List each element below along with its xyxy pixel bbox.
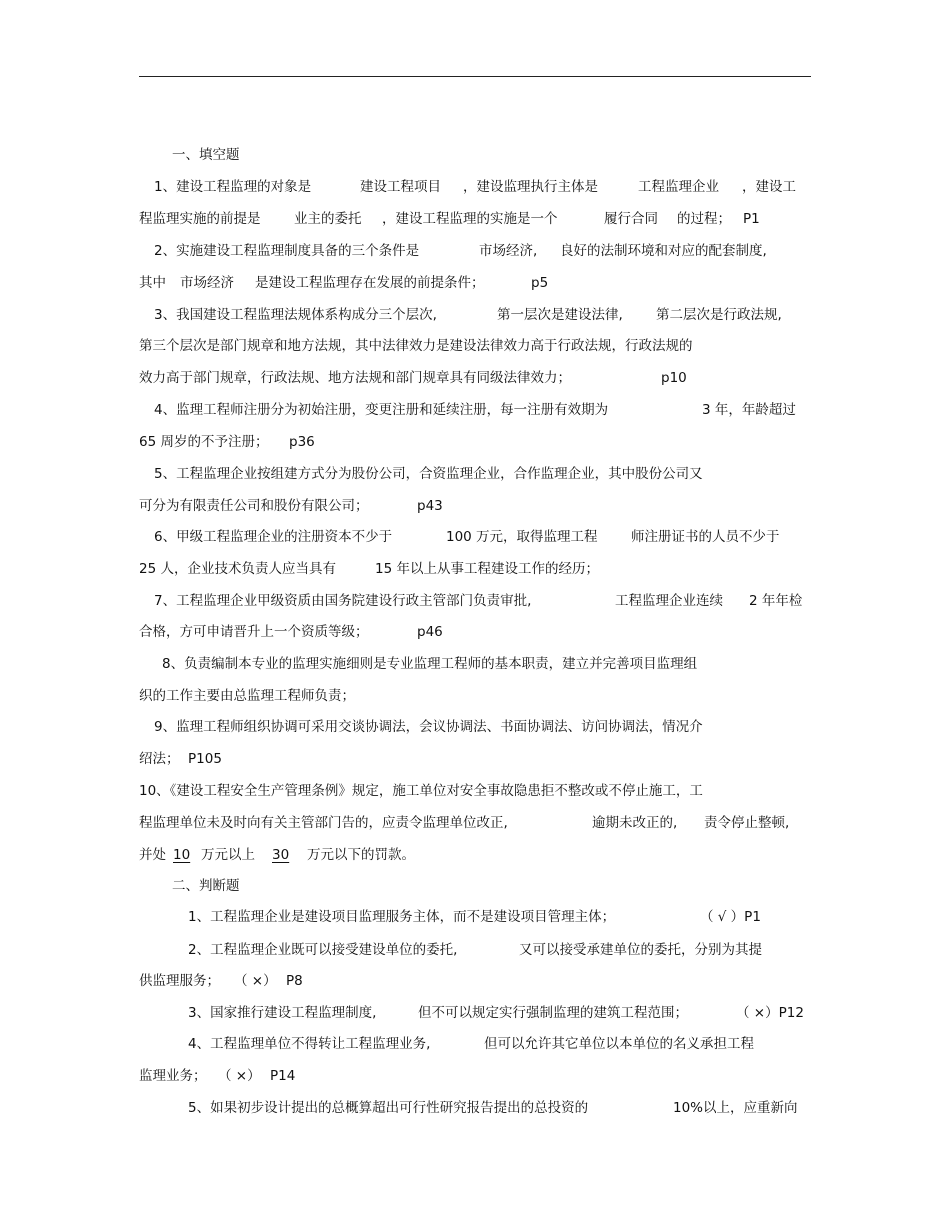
q3-answer: 第一层次是建设法律, xyxy=(497,307,623,323)
q2-answer: 市场经济, xyxy=(479,243,538,259)
q10-answer-min-fine: 10 xyxy=(173,847,191,863)
q4-answer: 3 年，年龄超过 xyxy=(702,402,796,418)
page-ref: P14 xyxy=(270,1068,296,1084)
q10-text: 程监理单位未及时向有关主管部门告的，应责令监理单位改正, xyxy=(139,815,508,831)
j4-text: 4、工程监理单位不得转让工程监理业务, xyxy=(188,1036,431,1052)
q6-answer: 100 万元，取得监理工程 xyxy=(446,529,598,545)
j2-answer: （ ×） xyxy=(234,973,277,989)
j5-text: 10%以上，应重新向 xyxy=(673,1100,798,1116)
q1-text: 程监理实施的前提是 xyxy=(139,211,261,227)
j3-text: 3、国家推行建设工程监理制度, xyxy=(188,1005,377,1021)
j5-text: 5、如果初步设计提出的总概算超出可行性研究报告提出的总投资的 xyxy=(188,1100,589,1116)
q1-text: 的过程； xyxy=(677,211,731,227)
q3-text: 效力高于部门规章，行政法规、地方法规和部门规章具有同级法律效力； xyxy=(139,370,571,386)
q5-text: 可分为有限责任公司和股份有限公司； xyxy=(139,498,369,514)
q1-answer-subject: 工程监理企业 xyxy=(638,179,719,195)
q9-text: 9、监理工程师组织协调可采用交谈协调法，会议协调法、书面协调法、访问协调法，情况介 xyxy=(154,719,703,735)
q1-text: 1、建设工程监理的对象是 xyxy=(154,179,312,195)
q6-text: 15 年以上从事工程建设工作的经历； xyxy=(375,561,599,577)
q7-text: 工程监理企业连续 xyxy=(615,593,723,609)
q10-text: 逾期未改正的, xyxy=(592,815,678,831)
q1-answer-object: 建设工程项目 xyxy=(360,179,441,195)
q7-text: 合格，方可申请晋升上一个资质等级； xyxy=(139,624,369,640)
page-ref: p36 xyxy=(289,434,315,450)
j4-text: 但可以允许其它单位以本单位的名义承担工程 xyxy=(484,1036,754,1052)
page-ref: P105 xyxy=(188,751,222,767)
j4-answer: （ ×） xyxy=(218,1068,261,1084)
q6-text: 师注册证书的人员不少于 xyxy=(631,529,780,545)
q3-text: 第三个层次是部门规章和地方法规，其中法律效力是建设法律效力高于行政法规，行政法规的 xyxy=(139,338,693,354)
j2-text: 又可以接受承建单位的委托，分别为其提 xyxy=(519,942,762,958)
q5-text: 5、工程监理企业按组建方式分为股份公司，合资监理企业，合作监理企业，其中股份公司又 xyxy=(154,466,703,482)
q10-text: 万元以上 xyxy=(201,847,255,863)
q1-answer-process: 履行合同 xyxy=(604,211,658,227)
page-ref: p46 xyxy=(417,624,443,640)
page-ref: p10 xyxy=(661,370,687,386)
page-ref: p5 xyxy=(531,275,549,291)
header-rule xyxy=(139,76,811,77)
q2-text: 其中 xyxy=(139,275,166,291)
page-ref: P8 xyxy=(286,973,303,989)
section-heading-true-false: 二、判断题 xyxy=(172,878,240,894)
q4-text: 4、监理工程师注册分为初始注册，变更注册和延续注册，每一注册有效期为 xyxy=(154,402,609,418)
q3-text: 3、我国建设工程监理法规体系构成分三个层次, xyxy=(154,307,437,323)
q10-text: 10、《建设工程安全生产管理条例》规定，施工单位对安全事故隐患拒不整改或不停止施工，工 xyxy=(139,783,703,799)
q10-text: 万元以下的罚款。 xyxy=(307,847,415,863)
page-ref: P1 xyxy=(743,211,760,227)
q2-text: 是建设工程监理存在发展的前提条件； xyxy=(255,275,485,291)
q7-text: 7、工程监理企业甲级资质由国务院建设行政主管部门负责审批, xyxy=(154,593,532,609)
q8-text: 8、负责编制本专业的监理实施细则是专业监理工程师的基本职责，建立并完善项目监理组 xyxy=(162,656,698,672)
j1-text: 1、工程监理企业是建设项目监理服务主体，而不是建设项目管理主体； xyxy=(188,909,616,925)
j3-text: 但不可以规定实行强制监理的建筑工程范围； xyxy=(418,1005,688,1021)
q1-answer-premise: 业主的委托 xyxy=(294,211,362,227)
q10-answer-max-fine: 30 xyxy=(272,847,290,863)
q4-text: 65 周岁的不予注册； xyxy=(139,434,269,450)
q1-text: ，建设监理执行主体是 xyxy=(463,179,598,195)
q8-text: 织的工作主要由总监理工程师负责； xyxy=(139,688,355,704)
q10-text: 并处 xyxy=(139,847,166,863)
page-ref: p43 xyxy=(417,498,443,514)
q2-answer: 良好的法制环境和对应的配套制度, xyxy=(560,243,767,259)
q1-text: ，建设工 xyxy=(742,179,796,195)
q3-answer: 第二层次是行政法规, xyxy=(656,307,782,323)
j3-answer: （ ×）P12 xyxy=(736,1005,804,1021)
j1-answer: （ √ ）P1 xyxy=(700,909,761,925)
q9-text: 绍法； xyxy=(139,751,180,767)
q1-text: ，建设工程监理的实施是一个 xyxy=(382,211,558,227)
j2-text: 2、工程监理企业既可以接受建设单位的委托, xyxy=(188,942,458,958)
q7-answer: 2 年年检 xyxy=(749,593,803,609)
j2-text: 供监理服务； xyxy=(139,973,220,989)
q6-text: 6、甲级工程监理企业的注册资本不少于 xyxy=(154,529,393,545)
q2-text: 2、实施建设工程监理制度具备的三个条件是 xyxy=(154,243,420,259)
q10-text: 责令停止整顿, xyxy=(704,815,790,831)
q2-answer: 市场经济 xyxy=(180,275,234,291)
section-heading-fill-blank: 一、填空题 xyxy=(172,147,240,163)
j4-text: 监理业务； xyxy=(139,1068,207,1084)
q6-text: 25 人，企业技术负责人应当具有 xyxy=(139,561,336,577)
